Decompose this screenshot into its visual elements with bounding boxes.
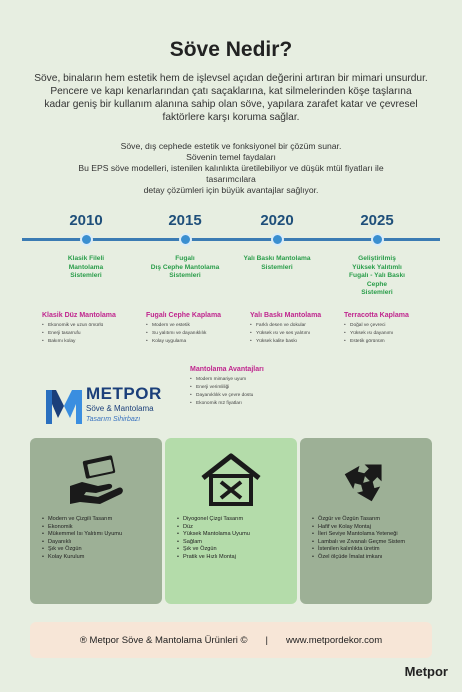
product-feature: • Farklı desen ve dokular (250, 322, 350, 330)
product-column-terracotta (344, 312, 444, 346)
milestone-line: Klasik Filelі (67, 255, 105, 262)
intro-line: Pencere ve kapı kenarlarından çatı saçaklarına, kat silmelerinden köşe taşlarına (50, 86, 412, 97)
card-feature: • Lambalı ve Zıvanalı Geçme Sistem (312, 539, 405, 547)
feature-card-2 (165, 438, 297, 604)
intro-paragraph (18, 72, 444, 124)
product-column-yali (250, 312, 350, 346)
milestone-line: Geliştirilmiş (358, 255, 396, 262)
product-column-klasik (42, 312, 142, 346)
corner-brand: Metpor (404, 664, 448, 679)
card-feature: • Yüksek Mantolama Uyumu (177, 531, 250, 539)
milestone-line: Sistemleri (261, 263, 293, 271)
product-feature: • Estetik görünüm (344, 338, 444, 346)
advantage-item: • Modern mimariye uyum (190, 376, 310, 384)
benefits-paragraph (40, 141, 422, 196)
card-feature: • Şık ve Özgün (42, 546, 122, 554)
timeline-year-2015: 2015 (168, 212, 202, 229)
card-feature: • Düz (177, 524, 250, 532)
metpor-logo (44, 380, 184, 432)
product-heading: Fugalı Cephe Kaplama (146, 312, 222, 319)
footer-copyright: ® Metpor Söve & Mantolama Ürünleri © (79, 634, 248, 646)
logo-brand-name: METPOR (86, 384, 162, 403)
footer-bar (30, 622, 432, 658)
timeline-year-2020: 2020 (260, 212, 294, 229)
milestone-line: Dış Cephe Mantolama (150, 263, 220, 271)
timeline-milestone-2025 (322, 255, 432, 298)
benefits-line: Bu EPS söve modelleri, istenilen kalınlıkta üretilebiliyor ve düşük mtül fiyatları ile (78, 163, 384, 173)
timeline-milestone-2010 (31, 255, 141, 281)
card-feature: • Özel ölçüde İmalat imkanı (312, 554, 405, 562)
product-heading: Klasik Düz Mantolama (42, 312, 116, 319)
product-feature: • Su yalıtımı ve dayanıklılık (146, 330, 246, 338)
product-feature: • Yüksek kalite baskı (250, 338, 350, 346)
product-feature: • Kolay uygulama (146, 338, 246, 346)
feature-card-3 (300, 438, 432, 604)
product-feature: • Modern ve estetik (146, 322, 246, 330)
metpor-logo-mark-icon (44, 384, 84, 428)
product-feature: • Yüksek ısı dayanımı (344, 330, 444, 338)
timeline-year-2010: 2010 (69, 212, 103, 229)
milestone-line: Sistemleri (361, 289, 393, 296)
timeline-dot (80, 233, 93, 246)
intro-line: faktörlere karşı koruma sağlar. (162, 112, 300, 123)
card-feature: • Hafif ve Kolay Montaj (312, 524, 405, 532)
card-feature: • Şık ve Özgün (177, 546, 250, 554)
logo-subtitle: Söve & Mantolama (86, 404, 154, 413)
card-feature: • Özgür ve Özgün Tasarım (312, 516, 405, 524)
timeline-dot (371, 233, 384, 246)
intro-line: Söve, binaların hem estetik hem de işlevsel açıdan değerini artıran bir mimari unsurdur. (34, 73, 428, 84)
milestone-line: Fugalı (175, 255, 195, 262)
card-feature: • Mükemmel Isı Yalıtımı Uyumu (42, 531, 122, 539)
advantage-item: • Dayanıklılık ve çevre dostu (190, 392, 310, 400)
footer-website-link[interactable]: www.metpordekor.com (286, 634, 383, 646)
card-feature: • Diyogonel Çizgi Tasarım (177, 516, 250, 524)
timeline-dot (179, 233, 192, 246)
product-feature: • Bakımı kolay (42, 338, 142, 346)
milestone-line: Mantolama (68, 263, 104, 271)
house-tools-icon (199, 452, 263, 508)
product-feature: • Doğal ve çevreci (344, 322, 444, 330)
advantages-block (190, 366, 310, 408)
timeline-dot (271, 233, 284, 246)
footer-separator: | (265, 634, 269, 646)
milestone-line: Yüksek Yalıtımlı (352, 263, 402, 271)
milestone-line: Cephe (366, 280, 388, 288)
timeline-milestone-2020 (222, 255, 332, 272)
card-feature: • Modern ve Çizgili Tasarım (42, 516, 122, 524)
milestone-line: Sistemleri (169, 272, 201, 279)
card-feature: • Ekonomik (42, 524, 122, 532)
benefits-line: tasarımcılara (206, 174, 256, 184)
advantage-item: • Ekonomik m2 fiyatları (190, 400, 310, 408)
product-column-fugali (146, 312, 246, 346)
card-feature: • İleri Seviye Mantolama Yeteneği (312, 531, 405, 539)
feature-card-1 (30, 438, 162, 604)
intro-line: kadar geniş bir kullanım alanına sahip olan söve, yapılara zarafet katar ve çevresel (44, 99, 418, 110)
advantages-heading: Mantolama Avantajları (190, 366, 264, 373)
card-feature: • Dayanıklı (42, 539, 122, 547)
benefits-line: Söve, dış cephede estetik ve fonksiyonel bir çözüm sunar. (120, 141, 342, 151)
card-feature: • Sağlam (177, 539, 250, 547)
milestone-line: Yalı Baskı Mantolama (243, 255, 311, 262)
card-feature: • Pratik ve Hızlı Montaj (177, 554, 250, 562)
recycle-icon (334, 452, 398, 508)
product-feature: • Yüksek ısı ve ses yalıtımı (250, 330, 350, 338)
product-feature: • Ekonomik ve uzun ömürlü (42, 322, 142, 330)
milestone-line: Sistemleri (70, 272, 102, 279)
product-heading: Yalı Baskı Mantolama (250, 312, 322, 319)
logo-slogan: Tasarım Sihirbazı (86, 416, 141, 423)
advantage-item: • Enerji verimliliği (190, 384, 310, 392)
timeline-year-2025: 2025 (360, 212, 394, 229)
benefits-line: detay çözümleri için büyük avantajlar sağlıyor. (143, 185, 319, 195)
benefits-line: Sövenin temel faydaları (186, 152, 276, 162)
card-feature: • İstenilen kalınlıkta üretim (312, 546, 405, 554)
milestone-line: Fugalı - Yalı Baskı (349, 272, 405, 279)
page-title: Söve Nedir? (169, 38, 293, 61)
product-heading: Terracotta Kaplama (344, 312, 409, 319)
product-feature: • Enerji tasarrufu (42, 330, 142, 338)
card-feature: • Kolay Kurulum (42, 554, 122, 562)
money-hand-icon (64, 452, 128, 508)
